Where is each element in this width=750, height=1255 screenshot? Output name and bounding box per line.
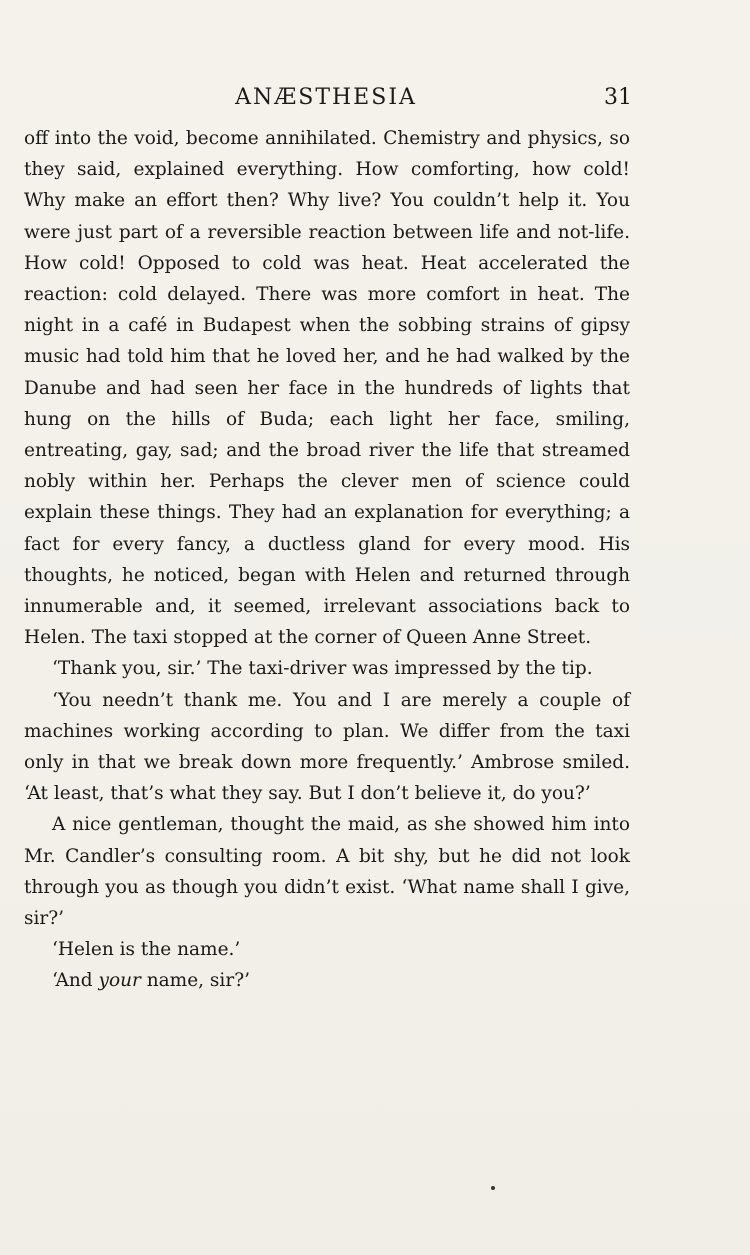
paragraph-6 [24, 965, 630, 996]
paragraph-5: ‘Helen is the name.’ [52, 939, 241, 961]
paragraph-2: ‘Thank you, sir.’ The taxi-driver was impressed by the tip. [52, 658, 593, 680]
paragraph-3: ‘You needn’t thank me. You and I are merely a couple of machines working according to plan. We differ from the taxi only in that we break down more frequently.’ Ambrose smiled. ‘At least, that’s what they say. But I don’t believe it, do you?’ [24, 689, 630, 805]
page-header [0, 78, 750, 118]
paragraph-6-end: name, sir?’ [140, 970, 250, 992]
ink-speck [491, 1186, 495, 1190]
paragraph-4: A nice gentleman, thought the maid, as she showed him into Mr. Candler’s consulting room. A bit shy, but he did not look through you as though you didn’t exist. ‘What name shall I give, sir?’ [24, 814, 630, 930]
paragraph-1: off into the void, become annihilated. Chemistry and physics, so they said, explained everything. How comforting, how cold! Why make an effort then? Why live? You couldn’t help it. You were just part of a reversible reaction between life and not-life. How cold! Opposed to cold was heat. Heat accelerated the reaction: cold delayed. There was more comfort in heat. The night in a café in Budapest when the sobbing strains of gipsy music had told him that he loved her, and he had walked by the Danube and had seen her face in the hundreds of lights that hung on the hills of Buda; each light her face, smiling, entreating, gay, sad; and the broad river the life that streamed nobly within her. Perhaps the clever men of science could explain these things. They had an explanation for everything; a fact for every fancy, a ductless gland for every mood. His thoughts, he noticed, began with Helen and returned through innumerable and, it seemed, irrelevant associations back to Helen. The taxi stopped at the corner of Queen Anne Street. [24, 128, 630, 649]
body-text [24, 123, 630, 997]
paragraph-6-emphasis: your [98, 970, 141, 992]
running-title: ANÆSTHESIA [235, 85, 417, 110]
page-number: 31 [604, 85, 632, 110]
paragraph-6-start: ‘And [52, 970, 99, 992]
